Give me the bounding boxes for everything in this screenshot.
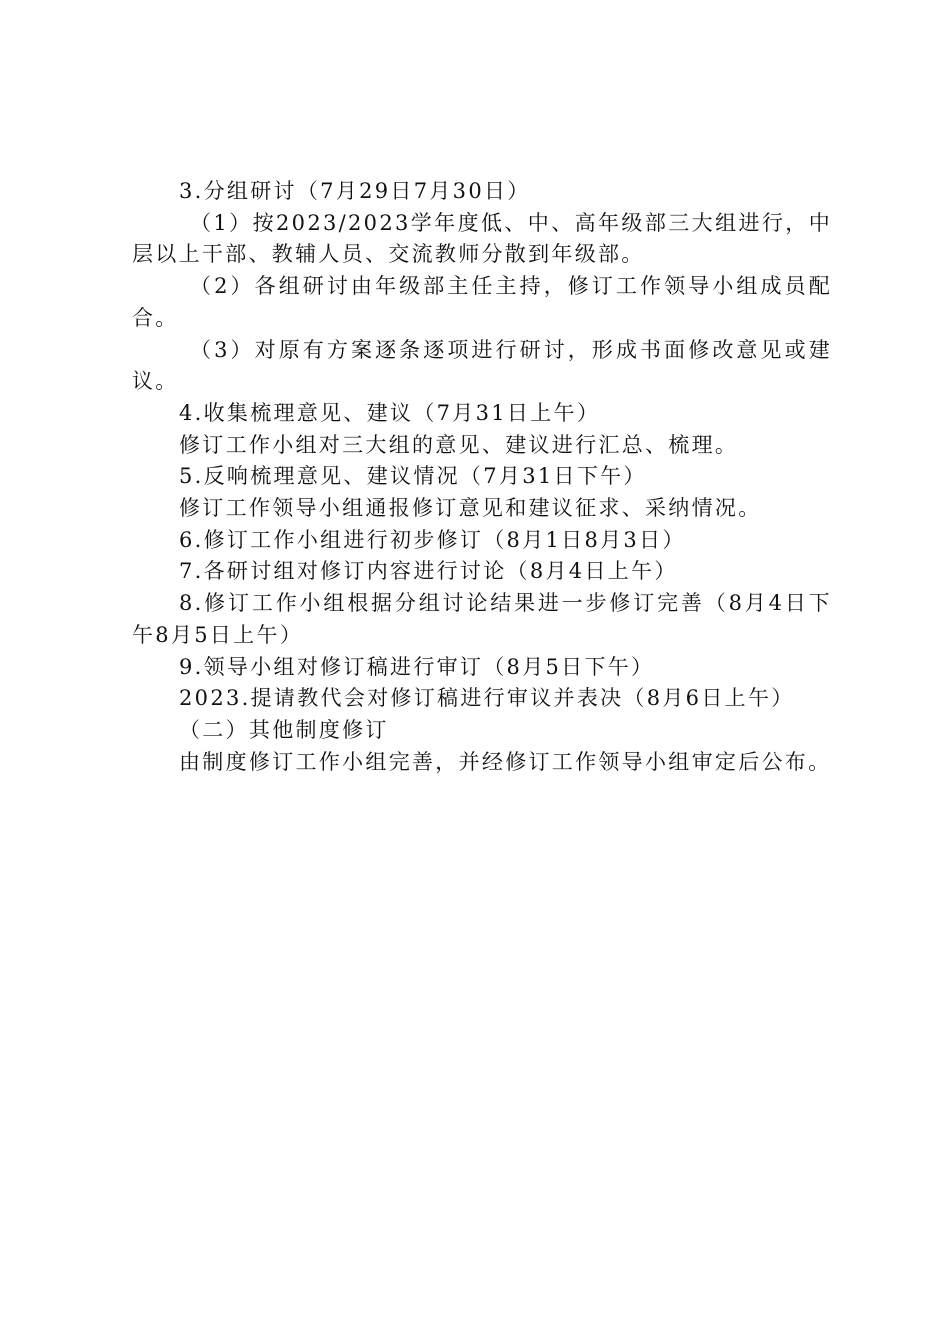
paragraph-step-3: 3.分组研讨（7月29日7月30日） [179, 179, 531, 203]
paragraph-step-6: 6.修订工作小组进行初步修订（8月1日8月3日） [179, 527, 686, 552]
paragraph-step-4: 4.收集梳理意见、建议（7月31日上午） [179, 400, 601, 425]
paragraph-step-3-item-1: （1）按2023/2023学年度低、中、高年级部三大组进行，中层以上干部、教辅人员、交流教师分散到年级部。 [132, 210, 832, 267]
section-heading-other-systems: （二）其他制度修订 [179, 717, 389, 742]
paragraph-step-9: 9.领导小组对修订稿进行审订（8月5日下午） [179, 654, 655, 679]
paragraph-step-7: 7.各研讨组对修订内容进行讨论（8月4日上午） [179, 559, 678, 584]
paragraph-step-5-detail: 修订工作领导小组通报修订意见和建议征求、采纳情况。 [179, 496, 762, 521]
paragraph-step-10: 2023.提请教代会对修订稿进行审议并表决（8月6日上午） [179, 686, 795, 711]
paragraph-other-systems-detail: 由制度修订工作小组完善，并经修订工作领导小组审定后公布。 [179, 749, 832, 774]
paragraph-step-4-detail: 修订工作小组对三大组的意见、建议进行汇总、梳理。 [179, 432, 739, 457]
document-body [132, 176, 832, 778]
paragraph-step-3-item-2: （2）各组研讨由年级部主任主持，修订工作领导小组成员配合。 [132, 274, 832, 330]
paragraph-step-8: 8.修订工作小组根据分组讨论结果进一步修订完善（8月4日下午8月5日上午） [132, 591, 832, 647]
paragraph-step-3-item-3: （3）对原有方案逐条逐项进行研讨，形成书面修改意见或建议。 [132, 337, 832, 394]
paragraph-step-5: 5.反响梳理意见、建议情况（7月31日下午） [179, 464, 647, 489]
